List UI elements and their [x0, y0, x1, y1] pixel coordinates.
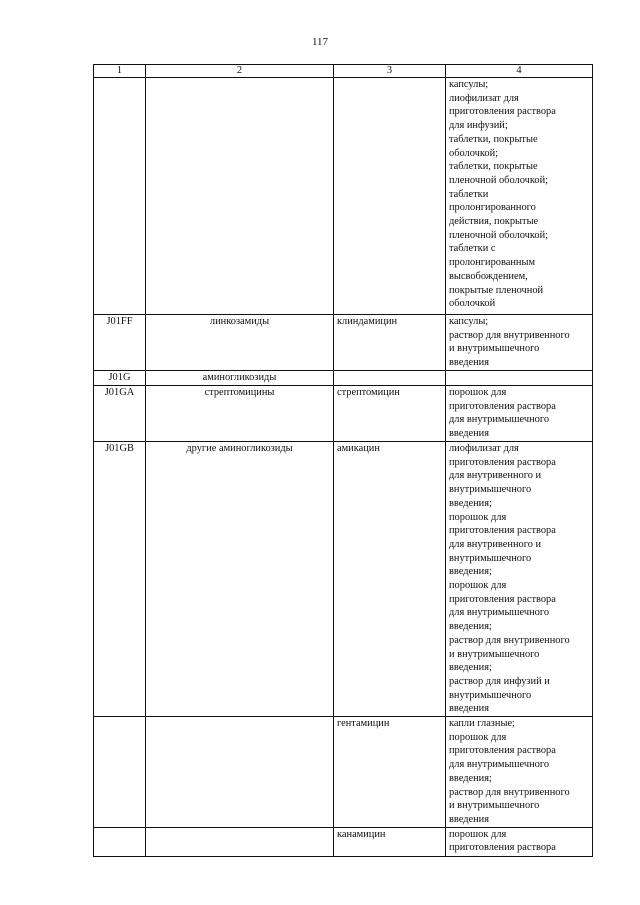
dosage-forms-cell: порошок для приготовления раствора для внутримышечного введения [446, 386, 593, 442]
group-name-cell [146, 717, 334, 828]
group-name-cell [146, 78, 334, 315]
drug-name-cell: амикацин [334, 442, 446, 717]
drug-name-cell: стрептомицин [334, 386, 446, 442]
drug-table [93, 64, 593, 857]
atc-code-cell: J01GB [94, 442, 146, 717]
group-name-cell [146, 827, 334, 856]
atc-code-cell: J01FF [94, 315, 146, 371]
drug-name-cell: гентамицин [334, 717, 446, 828]
page-number: 117 [311, 36, 329, 48]
drug-name-cell: канамицин [334, 827, 446, 856]
dosage-forms-cell: капсулы; раствор для внутривенного и внутримышечного введения [446, 315, 593, 371]
table-header-row [94, 65, 593, 78]
table-row [94, 371, 593, 386]
table-row [94, 442, 593, 717]
group-name-cell: аминогликозиды [146, 371, 334, 386]
dosage-forms-cell: лиофилизат для приготовления раствора для внутривенного и внутримышечного введения; порошок для приготовления раствора для внутривенного и внутримышечного введения; порошок для приготовления раствора для внутримышечного введения; раствор для внутривенного и внутримышечного введения; раствор для инфузий и внутримышечного введения [446, 442, 593, 717]
table-row [94, 78, 593, 315]
atc-code-cell: J01GA [94, 386, 146, 442]
table-row [94, 386, 593, 442]
atc-code-cell [94, 78, 146, 315]
column-header-4: 4 [446, 65, 593, 78]
table-row [94, 717, 593, 828]
drug-name-cell [334, 371, 446, 386]
dosage-forms-cell: порошок для приготовления раствора [446, 827, 593, 856]
group-name-cell: линкозамиды [146, 315, 334, 371]
group-name-cell: стрептомицины [146, 386, 334, 442]
drug-name-cell: клиндамицин [334, 315, 446, 371]
atc-code-cell [94, 717, 146, 828]
column-header-1: 1 [94, 65, 146, 78]
drug-name-cell [334, 78, 446, 315]
table-row [94, 315, 593, 371]
table-row [94, 827, 593, 856]
dosage-forms-cell: капли глазные; порошок для приготовления раствора для внутримышечного введения; раствор для внутривенного и внутримышечного введения [446, 717, 593, 828]
dosage-forms-cell: капсулы; лиофилизат для приготовления раствора для инфузий; таблетки, покрытые оболочкой; таблетки, покрытые пленочной оболочкой; таблетки пролонгированного действия, покрытые пленочной оболочкой; таблетки с пролонгированным высвобождением, покрытые пленочной оболочкой [446, 78, 593, 315]
dosage-forms-cell [446, 371, 593, 386]
group-name-cell: другие аминогликозиды [146, 442, 334, 717]
column-header-3: 3 [334, 65, 446, 78]
atc-code-cell [94, 827, 146, 856]
column-header-2: 2 [146, 65, 334, 78]
atc-code-cell: J01G [94, 371, 146, 386]
